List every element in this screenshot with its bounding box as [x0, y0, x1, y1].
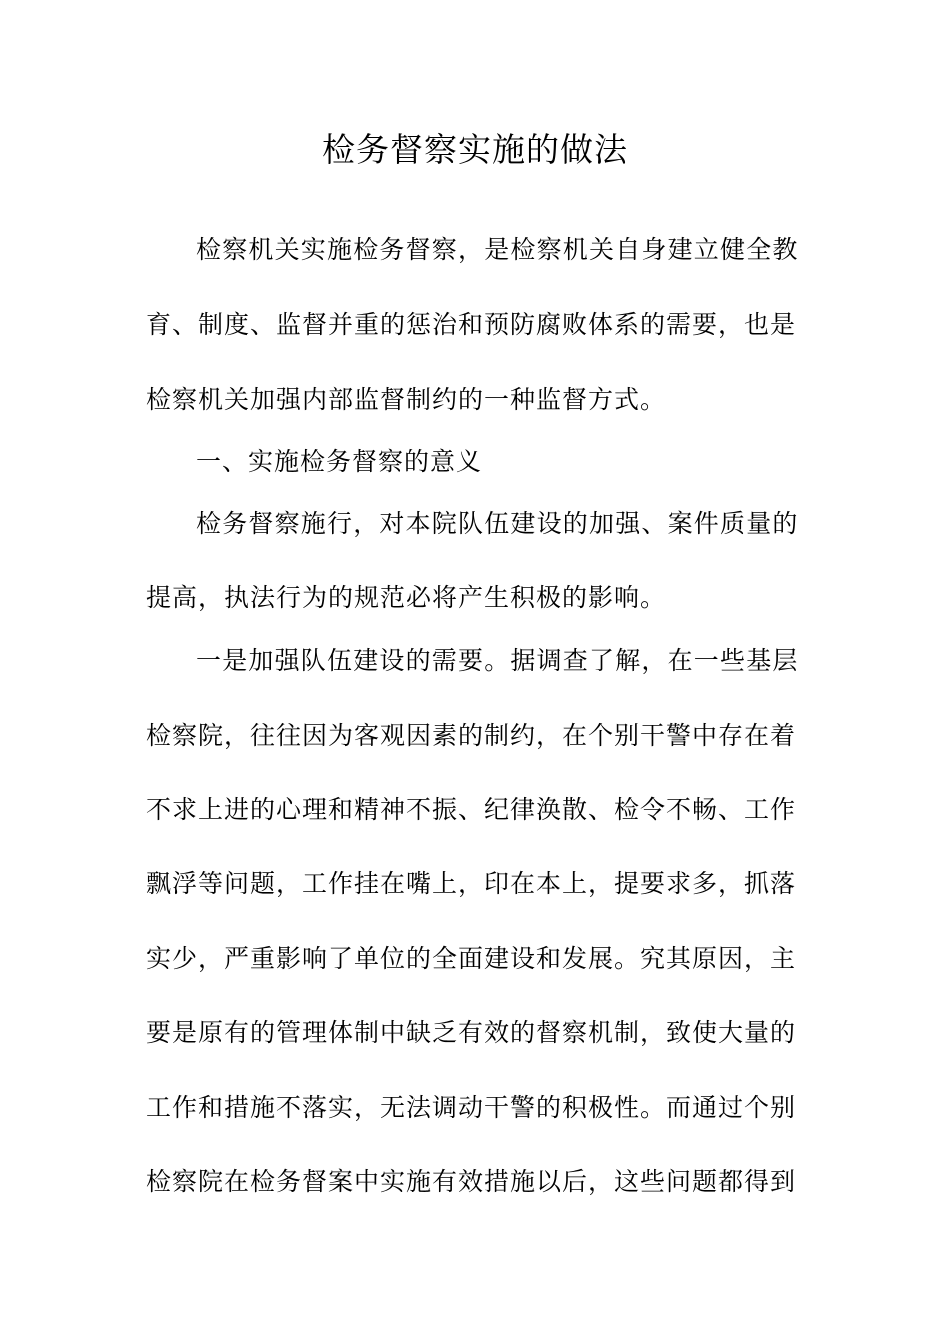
paragraph-line: 检察机关加强内部监督制约的一种监督方式。 [146, 385, 667, 414]
paragraph-line: 一是加强队伍建设的需要。据调查了解，在一些基层 [196, 646, 799, 675]
paragraph-line: 育、制度、监督并重的惩治和预防腐败体系的需要，也是 [146, 310, 797, 339]
paragraph-line: 检务督察施行，对本院队伍建设的加强、案件质量的 [196, 509, 799, 538]
paragraph-line: 检察机关实施检务督察，是检察机关自身建立健全教 [196, 235, 799, 264]
paragraph-line: 提高，执法行为的规范必将产生积极的影响。 [146, 583, 667, 612]
paragraph-line: 不求上进的心理和精神不振、纪律涣散、检令不畅、工作 [146, 795, 797, 824]
section-heading: 一、实施检务督察的意义 [196, 447, 483, 476]
document-title: 检务督察实施的做法 [322, 130, 628, 169]
paragraph-line: 实少，严重影响了单位的全面建设和发展。究其原因，主 [146, 944, 797, 973]
paragraph-line: 要是原有的管理体制中缺乏有效的督察机制，致使大量的 [146, 1018, 797, 1047]
paragraph-line: 检察院，往往因为客观因素的制约，在个别干警中存在着 [146, 721, 797, 750]
paragraph-line: 飘浮等问题，工作挂在嘴上，印在本上，提要求多，抓落 [146, 869, 797, 898]
paragraph-line: 检察院在检务督案中实施有效措施以后，这些问题都得到 [146, 1167, 797, 1196]
paragraph-line: 工作和措施不落实，无法调动干警的积极性。而通过个别 [146, 1093, 797, 1122]
